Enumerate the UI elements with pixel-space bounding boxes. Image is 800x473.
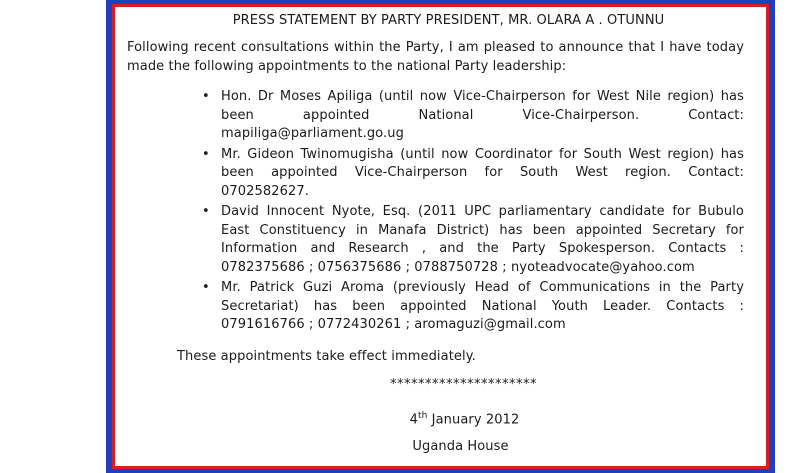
intro-paragraph: Following recent consultations within the Party, I am pleased to announce that I have today made the following appointments to the national Party leadership:	[127, 40, 744, 74]
bullet-icon: •	[202, 204, 210, 219]
bullet-icon: •	[202, 280, 210, 295]
statement-title: PRESS STATEMENT BY PARTY PRESIDENT, MR. OLARA A . OTUNNU	[232, 13, 665, 28]
statement-place: Uganda House	[412, 438, 509, 454]
effect-statement: These appointments take effect immediately.	[177, 348, 476, 364]
list-item	[202, 279, 744, 335]
inner-red-frame	[112, 4, 769, 469]
press-statement	[127, 11, 744, 466]
bullet-icon: •	[202, 146, 210, 162]
list-item	[202, 88, 744, 144]
date-day: 4	[409, 411, 418, 427]
date-suffix: th	[418, 410, 428, 421]
appointment-text: David Innocent Nyote, Esq. (2011 UPC parliamentary candidate for Bubulo East Constituency in Manafa District) has been appointed Secretary for Information and Research , and the Party Spokesperson. Contacts : 0782375686 ; 0756375686 ; 0788750728 ; nyoteadvocate@yahoo.com	[221, 204, 744, 275]
statement-date	[127, 407, 744, 429]
outer-blue-frame	[106, 0, 775, 473]
date-rest: January 2012	[427, 411, 520, 427]
appointments-list	[127, 88, 744, 335]
appointment-text: Hon. Dr Moses Apiliga (until now Vice-Chairperson for West Nile region) has been appointed National Vice-Chairperson. Contact: mapiliga@parliament.go.ug	[221, 89, 744, 141]
bullet-icon: •	[202, 89, 210, 104]
separator-stars: *********************	[390, 376, 537, 392]
appointment-text: Mr. Gideon Twinomugisha (until now Coordinator for South West region) has been appointed Vice-Chairperson for South West region. Contact: 0702582627.	[221, 146, 744, 199]
list-item	[202, 203, 744, 277]
appointment-text: Mr. Patrick Guzi Aroma (previously Head of Communications in the Party Secretariat) has been appointed National Youth Leader. Contacts : 0791616766 ; 0772430261 ; aromaguzi@gmail.com	[221, 280, 744, 332]
list-item	[202, 146, 744, 202]
